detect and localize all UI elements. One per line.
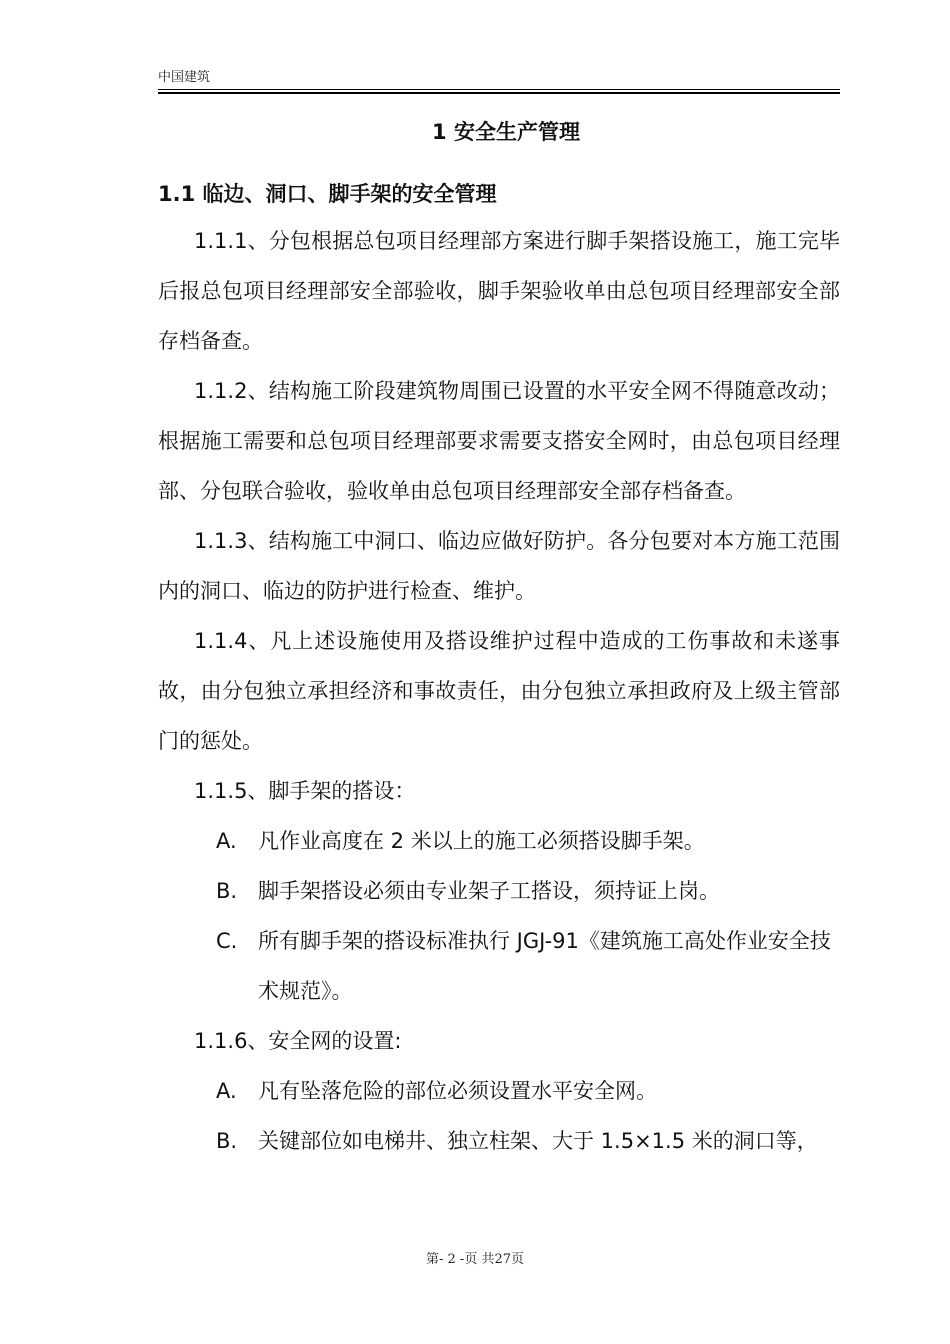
- list-marker: A.: [216, 1079, 237, 1103]
- chapter-title: 1 安全生产管理: [432, 120, 580, 144]
- list-marker: B.: [216, 879, 238, 903]
- list-marker: C.: [216, 929, 238, 953]
- list-text: 凡作业高度在 2 米以上的施工必须搭设脚手架。: [258, 829, 705, 853]
- header-rule-thin: [158, 89, 840, 90]
- list-item: [158, 866, 840, 916]
- list-marker: B.: [216, 1129, 238, 1153]
- document-body: [158, 110, 840, 1166]
- list-text: 所有脚手架的搭设标准执行 JGJ-91《建筑施工高处作业安全技术规范》。: [258, 929, 831, 1003]
- paragraph-1-1-3: 1.1.3、结构施工中洞口、临边应做好防护。各分包要对本方施工范围内的洞口、临边的防护进行检查、维护。: [158, 529, 840, 603]
- list-item: [158, 816, 840, 866]
- subheading-1-1-6: 1.1.6、安全网的设置:: [194, 1029, 402, 1053]
- section-title: 1.1 临边、洞口、脚手架的安全管理: [158, 182, 497, 206]
- subheading-1-1-5: 1.1.5、脚手架的搭设：: [194, 779, 416, 803]
- list-text: 关键部位如电梯井、独立柱架、大于 1.5×1.5 米的洞口等，: [258, 1129, 818, 1153]
- header-org-name: 中国建筑: [158, 70, 211, 85]
- list-text: 脚手架搭设必须由专业架子工搭设，须持证上岗。: [258, 879, 720, 903]
- list-item: [158, 916, 840, 1016]
- page-header: [158, 70, 840, 94]
- list-item: [158, 1116, 840, 1166]
- list-marker: A.: [216, 829, 237, 853]
- paragraph-1-1-2: 1.1.2、结构施工阶段建筑物周围已设置的水平安全网不得随意改动；根据施工需要和总包项目经理部要求需要支搭安全网时，由总包项目经理部、分包联合验收，验收单由总包项目经理部安全部存档备查。: [158, 379, 840, 503]
- header-rule-thick: [158, 92, 840, 94]
- paragraph-1-1-1: 1.1.1、分包根据总包项目经理部方案进行脚手架搭设施工，施工完毕后报总包项目经理部安全部验收，脚手架验收单由总包项目经理部安全部存档备查。: [158, 229, 840, 353]
- page-footer: 第- 2 -页 共27页: [426, 1252, 524, 1267]
- list-item: [158, 1066, 840, 1116]
- list-text: 凡有坠落危险的部位必须设置水平安全网。: [258, 1079, 657, 1103]
- paragraph-1-1-4: 1.1.4、凡上述设施使用及搭设维护过程中造成的工伤事故和未遂事故，由分包独立承担经济和事故责任，由分包独立承担政府及上级主管部门的惩处。: [158, 629, 840, 753]
